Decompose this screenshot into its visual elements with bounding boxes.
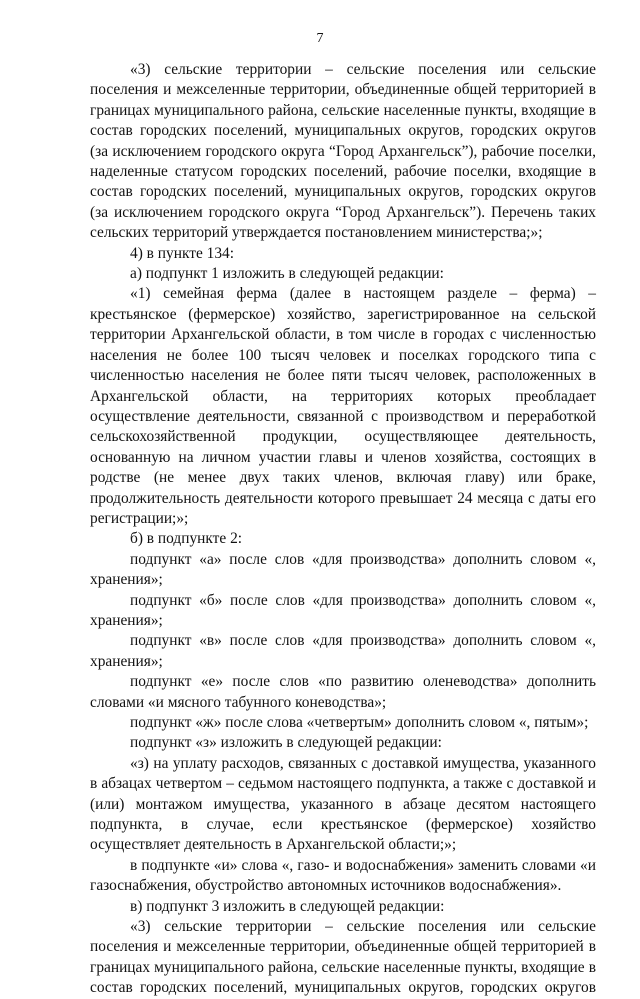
paragraph-subpoint-a: подпункт «а» после слов «для производства» дополнить словом «, хранения»;: [90, 550, 596, 589]
paragraph-rural-territories-repeat: «3) сельские территории – сельские поселения или сельские поселения и межселенные территории, объединенные общей территорией в границах муниципального района, сельские населенные пункты, входящие в состав городских поселений, муниципальных округов, городских округов: [90, 918, 596, 997]
paragraph-subpoint-z-intro: подпункт «з» изложить в следующей редакции:: [130, 734, 442, 752]
paragraph-subpoint-3-intro: в) подпункт 3 изложить в следующей редакции:: [130, 897, 445, 915]
paragraph-rural-territories-definition: «3) сельские территории – сельские поселения или сельские поселения и межселенные территории, объединенные общей территорией в границах муниципального района, сельские населенные пункты, входящие в состав городских поселений, муниципальных округов, городских округов (за исключением городского округа “Город Архангельск”), рабочие поселки, наделенные статусом городских поселений, рабочие поселки, входящие в состав городских поселений, муниципальных округов, городских округов (за исключением городского округа “Город Архангельск”). Перечень таких сельских территорий утверждается постановлением министерства;»;: [90, 61, 596, 242]
paragraph-family-farm-definition: «1) семейная ферма (далее в настоящем разделе – ферма) – крестьянское (фермерское) хозяйство, зарегистрированное на сельской территории Архангельской области, в том числе в городах с численностью населения не более 100 тысяч человек и поселках городского типа с численностью населения не более пяти тысяч человек, расположенных в Архангельской области, на территориях которых преобладает осуществление деятельности, связанной с производством и переработкой сельскохозяйственной продукции, осуществляющее деятельность, основанную на личном участии главы и членов хозяйства, состоящих в родстве (не менее двух таких членов, включая главу) или браке, продолжительность деятельности которого превышает 24 месяца с даты его регистрации;»;: [90, 285, 596, 527]
paragraph-subpoint-2-intro: б) в подпункте 2:: [130, 530, 243, 548]
paragraph-subpoint-z-text: «з) на уплату расходов, связанных с доставкой имущества, указанного в абзацах четвертом – седьмом настоящего подпункта, а также с доставкой и (или) монтажом имущества, указанного в абзаце десятом настоящего подпункта, в случае, если крестьянское (фермерское) хозяйство осуществляет деятельность в Архангельской области;»;: [90, 754, 596, 854]
paragraph-subpoint-b: подпункт «б» после слов «для производства» дополнить словом «, хранения»;: [90, 591, 596, 629]
paragraph-subpoint-zh: подпункт «ж» после слова «четвертым» дополнить словом «, пятым»;: [130, 714, 589, 731]
paragraph-subpoint-1-intro: а) подпункт 1 изложить в следующей редакции:: [130, 265, 444, 283]
paragraph-subpoint-v: подпункт «в» после слов «для производства» дополнить словом «, хранения»;: [90, 632, 596, 670]
paragraph-subpoint-i: в подпункте «и» слова «, газо- и водоснабжения» заменить словами «и газоснабжения, обустройство автономных источников водоснабжения».: [90, 856, 596, 895]
document-body: [90, 60, 596, 999]
page-number: 7: [316, 31, 324, 46]
paragraph-point-134: 4) в пункте 134:: [130, 244, 234, 262]
paragraph-subpoint-e: подпункт «е» после слов «по развитию оленеводства» дополнить словами «и мясного табунного коневодства»;: [90, 673, 596, 711]
